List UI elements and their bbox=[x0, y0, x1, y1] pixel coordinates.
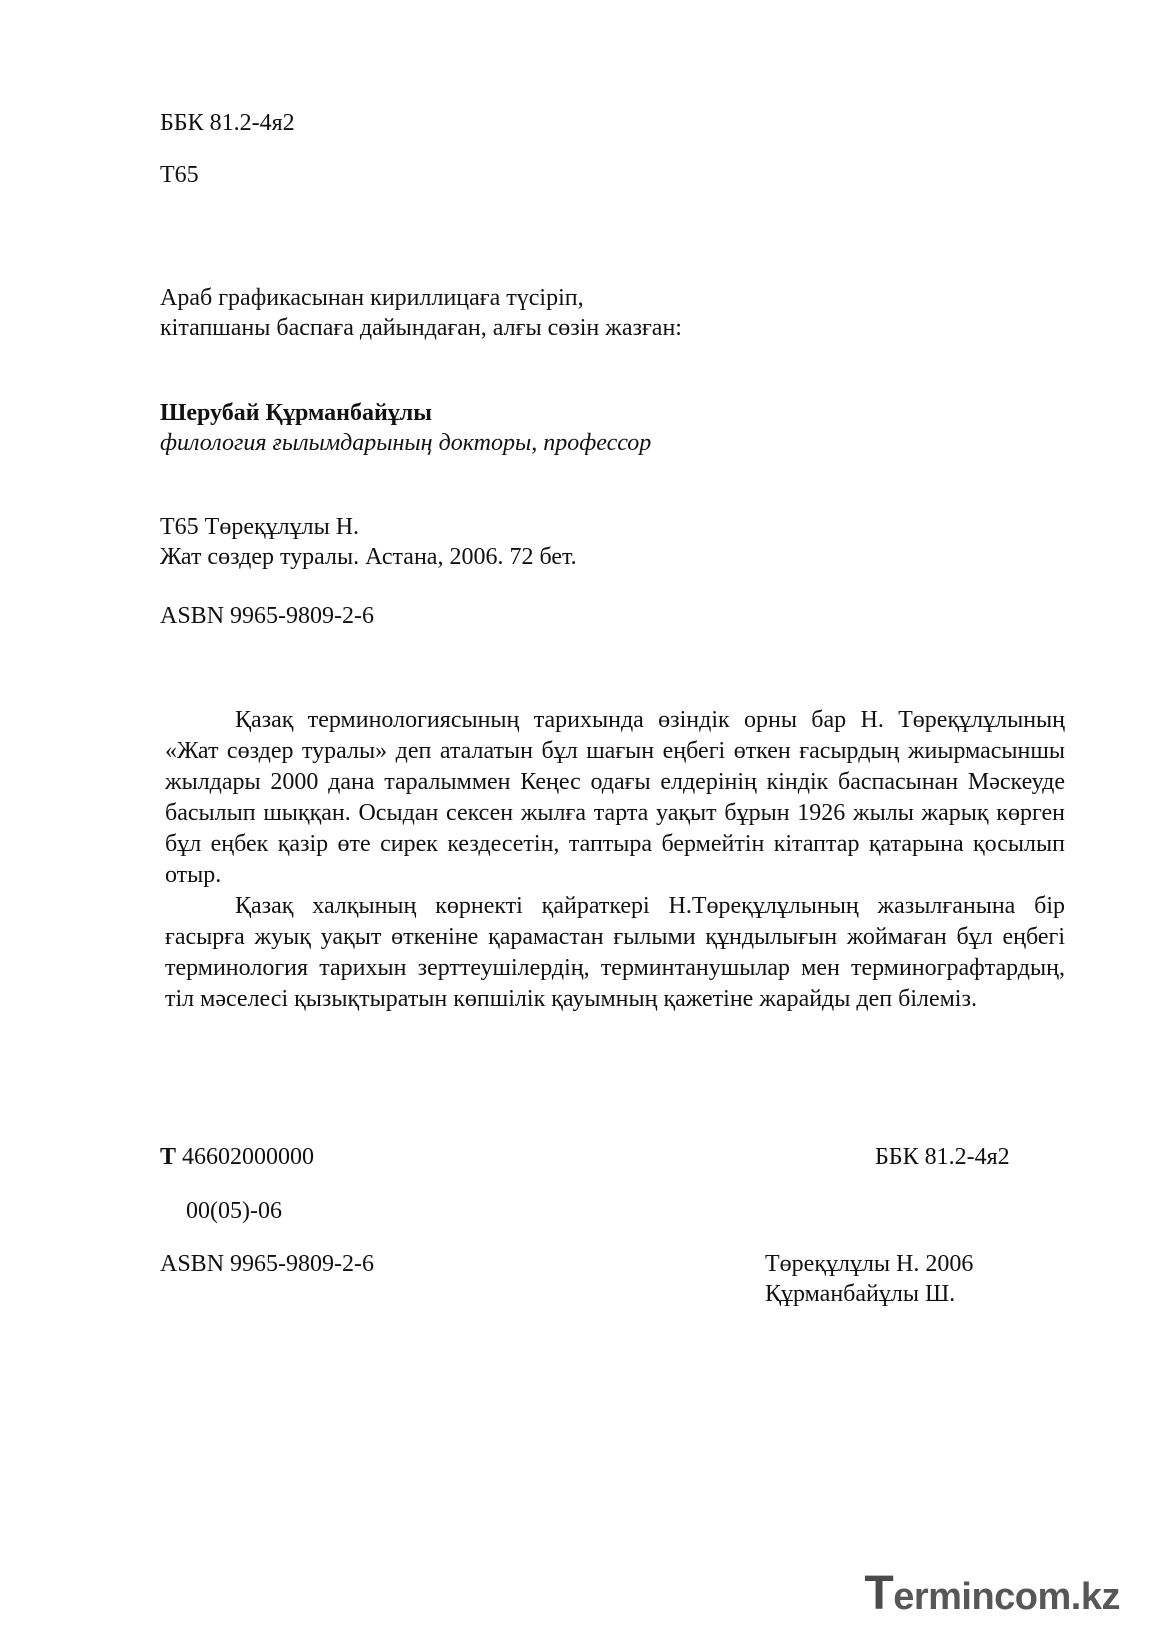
editor-title: филология ғылымдарының докторы, профессор bbox=[160, 430, 652, 456]
bibliography-line-2: Жат сөздер туралы. Астана, 2006. 72 бет. bbox=[160, 544, 577, 570]
copyright-line-1: Төреқұлұлы Н. 2006 bbox=[765, 1251, 974, 1277]
bbk-header: ББК 81.2-4я2 bbox=[160, 110, 295, 136]
isbn-top: ASBN 9965-9809-2-6 bbox=[160, 603, 374, 629]
watermark-text: ermincom.kz bbox=[893, 1576, 1120, 1618]
bbk-footer: ББК 81.2-4я2 bbox=[875, 1144, 1010, 1170]
t-letter: Т bbox=[160, 1144, 177, 1170]
isbn-footer: ASBN 9965-9809-2-6 bbox=[160, 1251, 374, 1277]
catalog-code: Т65 bbox=[160, 162, 199, 188]
copyright-block bbox=[765, 1249, 973, 1309]
t-code-line bbox=[160, 1142, 314, 1172]
abstract-paragraph-1: Қазақ терминологиясының тарихында өзіндік орны бар Н. Төреқұлұлының «Жат сөздер туралы» деп аталатын бұл шағын еңбегі өткен ғасырдың жиырмасыншы жылдары 2000 дана таралыммен Кеңес одағы елдерінің кіндік баспасынан Мәскеуде басылып шыққан. Осыдан сексен жылға тарта уақыт бұрын 1926 жылы жарық көрген бұл еңбек қазір өте сирек кездесетін, таптыра бермейтін кітаптар қатарына қосылып отыр. bbox=[165, 707, 1065, 888]
abstract bbox=[165, 705, 1065, 1015]
watermark-letter: T bbox=[864, 1567, 894, 1620]
site-watermark bbox=[864, 1566, 1120, 1621]
sub-code: 00(05)-06 bbox=[186, 1198, 282, 1224]
editor-block bbox=[160, 398, 651, 458]
abstract-paragraph-2: Қазақ халқының көрнекті қайраткері Н.Төреқұлұлының жазылғанына бір ғасырға жуық уақыт өткеніне қарамастан ғылыми құндылығын жоймаған бұл еңбегі терминология тарихын зерттеушілердің, терминтанушылар мен терминографтардың, тіл мәселесі қызықтыратын көпшілік қауымның қажетіне жарайды деп білеміз. bbox=[165, 893, 1065, 1012]
bibliographic-entry bbox=[160, 512, 577, 572]
bibliography-line-1: Т65 Төреқұлұлы Н. bbox=[160, 514, 360, 540]
t-number: 46602000000 bbox=[182, 1144, 315, 1170]
editor-name: Шерубай Құрманбайұлы bbox=[160, 400, 432, 426]
credits-line-1: Араб графикасынан кириллицаға түсіріп, bbox=[160, 285, 584, 311]
credits-block bbox=[160, 283, 682, 343]
credits-line-2: кітапшаны баспаға дайындаған, алғы сөзін жазған: bbox=[160, 315, 682, 341]
copyright-line-2: Құрманбайұлы Ш. bbox=[765, 1281, 956, 1307]
